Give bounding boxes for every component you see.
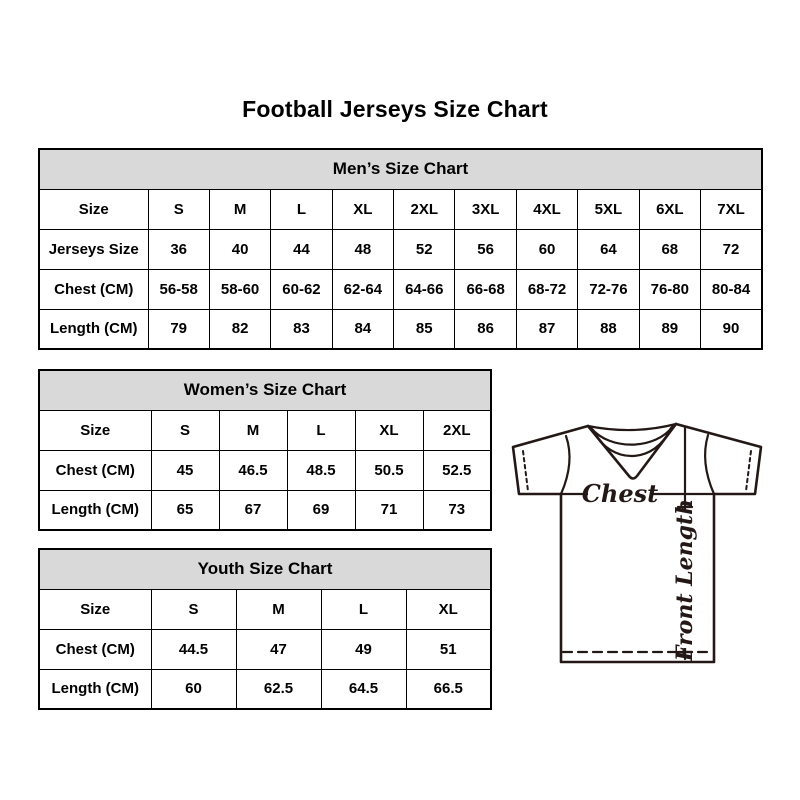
table-cell: 66.5: [406, 669, 491, 709]
table-cell: 44: [271, 229, 332, 269]
table-cell: XL: [355, 410, 423, 450]
table-cell: 2XL: [423, 410, 491, 450]
table-cell: 51: [406, 629, 491, 669]
table-cell: 56: [455, 229, 516, 269]
table-cell: 73: [423, 490, 491, 530]
table-cell: 6XL: [639, 189, 700, 229]
table-row: [39, 229, 762, 269]
table-cell: 48.5: [287, 450, 355, 490]
table-cell: 52.5: [423, 450, 491, 490]
table-cell: 60-62: [271, 269, 332, 309]
table-row: [39, 490, 491, 530]
table-cell: 64.5: [321, 669, 406, 709]
table-cell: 68: [639, 229, 700, 269]
table-cell: 2XL: [394, 189, 455, 229]
table-cell: 72: [701, 229, 762, 269]
table-cell: 45: [151, 450, 219, 490]
table-cell: 72-76: [578, 269, 639, 309]
table-header-row: [39, 549, 491, 589]
table-cell: 40: [209, 229, 270, 269]
mens-size-chart-table: [38, 148, 763, 350]
table-cell: 62-64: [332, 269, 393, 309]
table-cell: 60: [151, 669, 236, 709]
jersey-measurement-diagram: [498, 403, 776, 678]
table-cell: 82: [209, 309, 270, 349]
jersey-right-sleeve: [676, 424, 761, 494]
table-cell: L: [287, 410, 355, 450]
table-cell: 50.5: [355, 450, 423, 490]
page-title: Football Jerseys Size Chart: [242, 96, 548, 122]
table-cell: 84: [332, 309, 393, 349]
table-cell: 46.5: [219, 450, 287, 490]
table-cell: 76-80: [639, 269, 700, 309]
row-label: Size: [39, 189, 148, 229]
table-header-row: [39, 370, 491, 410]
table-cell: 47: [236, 629, 321, 669]
row-label: Size: [39, 410, 151, 450]
table-row: [39, 269, 762, 309]
table-cell: 69: [287, 490, 355, 530]
mens-table-title: Men’s Size Chart: [39, 149, 762, 189]
table-cell: 90: [701, 309, 762, 349]
table-cell: 64-66: [394, 269, 455, 309]
table-cell: 44.5: [151, 629, 236, 669]
table-cell: 89: [639, 309, 700, 349]
table-row: [39, 629, 491, 669]
table-cell: 85: [394, 309, 455, 349]
table-cell: 64: [578, 229, 639, 269]
table-cell: S: [148, 189, 209, 229]
table-cell: 88: [578, 309, 639, 349]
row-label: Chest (CM): [39, 269, 148, 309]
table-cell: 52: [394, 229, 455, 269]
table-cell: S: [151, 410, 219, 450]
table-cell: 36: [148, 229, 209, 269]
table-cell: 48: [332, 229, 393, 269]
table-row: [39, 589, 491, 629]
table-cell: 5XL: [578, 189, 639, 229]
youth-table-title: Youth Size Chart: [39, 549, 491, 589]
table-cell: 58-60: [209, 269, 270, 309]
table-row: [39, 669, 491, 709]
table-cell: 87: [516, 309, 577, 349]
table-cell: 80-84: [701, 269, 762, 309]
jersey-collar-trim-2: [593, 428, 671, 456]
table-cell: L: [321, 589, 406, 629]
table-cell: M: [236, 589, 321, 629]
jersey-right-armhole-seam: [705, 435, 714, 494]
table-cell: XL: [406, 589, 491, 629]
table-header-row: [39, 149, 762, 189]
table-cell: M: [219, 410, 287, 450]
table-cell: 60: [516, 229, 577, 269]
row-label: Chest (CM): [39, 450, 151, 490]
table-cell: 4XL: [516, 189, 577, 229]
table-row: [39, 450, 491, 490]
table-cell: 56-58: [148, 269, 209, 309]
table-cell: 79: [148, 309, 209, 349]
table-row: [39, 309, 762, 349]
jersey-collar-outer: [588, 424, 676, 479]
jersey-left-armhole-seam: [561, 436, 570, 494]
table-cell: 83: [271, 309, 332, 349]
row-label: Chest (CM): [39, 629, 151, 669]
table-cell: S: [151, 589, 236, 629]
jersey-right-cuff-stitch: [746, 451, 751, 491]
row-label: Jerseys Size: [39, 229, 148, 269]
table-row: [39, 410, 491, 450]
table-cell: L: [271, 189, 332, 229]
chest-label: Chest: [581, 479, 659, 508]
table-cell: 71: [355, 490, 423, 530]
table-cell: 68-72: [516, 269, 577, 309]
row-label: Length (CM): [39, 309, 148, 349]
table-cell: 7XL: [701, 189, 762, 229]
jersey-collar-top: [588, 424, 676, 430]
womens-table-title: Women’s Size Chart: [39, 370, 491, 410]
table-cell: 49: [321, 629, 406, 669]
table-cell: 86: [455, 309, 516, 349]
youth-size-chart-table: [38, 548, 492, 710]
row-label: Length (CM): [39, 669, 151, 709]
table-cell: 66-68: [455, 269, 516, 309]
table-cell: 65: [151, 490, 219, 530]
table-cell: XL: [332, 189, 393, 229]
womens-size-chart-table: [38, 369, 492, 531]
table-row: [39, 189, 762, 229]
front-length-label: Front Length: [672, 498, 698, 662]
table-cell: 3XL: [455, 189, 516, 229]
jersey-left-cuff-stitch: [523, 451, 528, 491]
row-label: Size: [39, 589, 151, 629]
table-cell: 62.5: [236, 669, 321, 709]
table-cell: 67: [219, 490, 287, 530]
row-label: Length (CM): [39, 490, 151, 530]
table-cell: M: [209, 189, 270, 229]
